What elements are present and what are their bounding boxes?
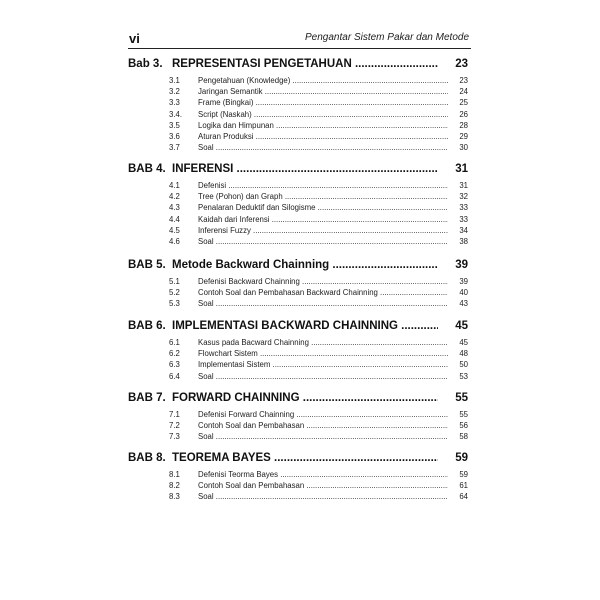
toc-entry[interactable] xyxy=(128,215,468,226)
section-number: 6.3 xyxy=(169,360,180,370)
toc-entry[interactable] xyxy=(128,181,468,192)
section-page-number: 25 xyxy=(459,98,468,108)
header-rule xyxy=(128,48,471,49)
running-title: Pengantar Sistem Pakar dan Metode xyxy=(305,32,469,43)
toc-entry[interactable] xyxy=(128,470,468,481)
section-page-number: 56 xyxy=(459,421,468,431)
section-title: Defenisi ..... xyxy=(198,181,448,190)
section-title: Aturan Produksi ..... xyxy=(198,132,448,141)
chapter-number: BAB 6. xyxy=(128,320,166,332)
section-number: 5.2 xyxy=(169,288,180,298)
chapter-heading[interactable] xyxy=(128,452,468,468)
section-title: Script (Naskah) ..... xyxy=(198,110,448,119)
toc-entry[interactable] xyxy=(128,277,468,288)
toc-entry[interactable] xyxy=(128,299,468,310)
section-title: Soal ..... xyxy=(198,372,448,381)
section-title: Kaidah dari Inferensi ..... xyxy=(198,215,448,224)
section-title: Tree (Pohon) dan Graph ..... xyxy=(198,192,448,201)
toc-chapter xyxy=(128,259,468,311)
section-title: Inferensi Fuzzy ..... xyxy=(198,226,448,235)
toc-chapter xyxy=(128,392,468,444)
toc-chapter xyxy=(128,58,468,154)
toc-entry[interactable] xyxy=(128,203,468,214)
section-number: 3.2 xyxy=(169,87,180,97)
toc-entry[interactable] xyxy=(128,492,468,503)
section-page-number: 30 xyxy=(459,143,468,153)
toc-entry[interactable] xyxy=(128,121,468,132)
toc-entry[interactable] xyxy=(128,110,468,121)
section-number: 4.4 xyxy=(169,214,180,224)
section-title: Kasus pada Bacward Chainning ..... xyxy=(198,338,448,347)
section-list xyxy=(128,470,468,504)
section-number: 3.1 xyxy=(169,76,180,85)
section-list xyxy=(128,277,468,311)
chapter-page-number: 23 xyxy=(455,58,468,70)
section-number: 3.3 xyxy=(169,98,180,108)
section-title: Jaringan Semantik ..... xyxy=(198,87,448,96)
section-number: 3.6 xyxy=(169,131,180,141)
chapter-title: TEOREMA BAYES ..... xyxy=(172,452,438,464)
section-title: Soal ..... xyxy=(198,237,448,246)
chapter-title: Metode Backward Chainning ..... xyxy=(172,259,438,271)
toc-chapter xyxy=(128,452,468,504)
chapter-title: IMPLEMENTASI BACKWARD CHAINNING ..... xyxy=(172,320,438,332)
page-number-label: vi xyxy=(129,31,140,46)
section-number: 8.3 xyxy=(169,492,180,502)
section-number: 4.2 xyxy=(169,192,180,202)
toc-entry[interactable] xyxy=(128,481,468,492)
section-number: 3.7 xyxy=(169,143,180,153)
section-number: 4.5 xyxy=(169,225,180,235)
section-page-number: 55 xyxy=(459,410,468,419)
chapter-heading[interactable] xyxy=(128,320,468,336)
section-title: Flowchart Sistem ..... xyxy=(198,349,448,358)
section-title: Penalaran Deduktif dan Silogisme ..... xyxy=(198,203,448,212)
section-page-number: 59 xyxy=(459,470,468,479)
section-number: 7.2 xyxy=(169,421,180,431)
toc-entry[interactable] xyxy=(128,143,468,154)
section-page-number: 23 xyxy=(459,76,468,85)
chapter-page-number: 59 xyxy=(455,452,468,464)
section-page-number: 34 xyxy=(459,225,468,235)
section-page-number: 38 xyxy=(459,236,468,246)
section-number: 8.1 xyxy=(169,470,180,479)
section-list xyxy=(128,76,468,154)
section-page-number: 64 xyxy=(459,492,468,502)
section-title: Contoh Soal dan Pembahasan ..... xyxy=(198,421,448,430)
chapter-number: Bab 3. xyxy=(128,58,163,70)
toc-entry[interactable] xyxy=(128,98,468,109)
section-number: 3.5 xyxy=(169,120,180,130)
chapter-title: FORWARD CHAINNING ..... xyxy=(172,392,438,404)
section-number: 3.4. xyxy=(169,109,183,119)
chapter-heading[interactable] xyxy=(128,392,468,408)
section-number: 6.1 xyxy=(169,338,180,347)
section-number: 4.1 xyxy=(169,181,180,190)
section-page-number: 43 xyxy=(459,299,468,309)
chapter-title: INFERENSI ..... xyxy=(172,163,438,175)
section-page-number: 45 xyxy=(459,338,468,347)
section-title: Contoh Soal dan Pembahasan Backward Chainning ..... xyxy=(198,288,448,297)
chapter-number: BAB 8. xyxy=(128,452,166,464)
toc-entry[interactable] xyxy=(128,410,468,421)
chapter-heading[interactable] xyxy=(128,58,468,74)
section-page-number: 31 xyxy=(459,181,468,190)
section-page-number: 61 xyxy=(459,481,468,491)
chapter-page-number: 31 xyxy=(455,163,468,175)
section-list xyxy=(128,338,468,383)
section-title: Soal ..... xyxy=(198,299,448,308)
section-list xyxy=(128,181,468,248)
toc-entry[interactable] xyxy=(128,432,468,443)
section-number: 5.3 xyxy=(169,299,180,309)
section-title: Defenisi Forward Chainning ..... xyxy=(198,410,448,419)
section-title: Implementasi Sistem ..... xyxy=(198,360,448,369)
toc-entry[interactable] xyxy=(128,360,468,371)
section-title: Soal ..... xyxy=(198,492,448,501)
toc-entry[interactable] xyxy=(128,421,468,432)
section-number: 7.1 xyxy=(169,410,180,419)
toc-entry[interactable] xyxy=(128,192,468,203)
section-page-number: 39 xyxy=(459,277,468,286)
section-title: Frame (Bingkai) ..... xyxy=(198,98,448,107)
section-number: 5.1 xyxy=(169,277,180,286)
chapter-heading[interactable] xyxy=(128,163,468,179)
section-title: Soal ..... xyxy=(198,432,448,441)
toc-entry[interactable] xyxy=(128,76,468,87)
toc-entry[interactable] xyxy=(128,338,468,349)
section-page-number: 58 xyxy=(459,432,468,442)
section-title: Defenisi Backward Chainning ..... xyxy=(198,277,448,286)
section-page-number: 32 xyxy=(459,192,468,202)
section-title: Logika dan Himpunan ..... xyxy=(198,121,448,130)
section-page-number: 48 xyxy=(459,349,468,359)
section-list xyxy=(128,410,468,444)
section-title: Pengetahuan (Knowledge) ..... xyxy=(198,76,448,85)
section-page-number: 24 xyxy=(459,87,468,97)
toc-entry[interactable] xyxy=(128,226,468,237)
section-page-number: 40 xyxy=(459,288,468,298)
section-title: Contoh Soal dan Pembahasan ..... xyxy=(198,481,448,490)
toc-entry[interactable] xyxy=(128,237,468,248)
chapter-number: BAB 5. xyxy=(128,259,166,271)
chapter-number: BAB 4. xyxy=(128,163,166,175)
chapter-heading[interactable] xyxy=(128,259,468,275)
section-page-number: 33 xyxy=(459,203,468,213)
toc-entry[interactable] xyxy=(128,372,468,383)
section-title: Soal ..... xyxy=(198,143,448,152)
chapter-number: BAB 7. xyxy=(128,392,166,404)
section-number: 6.4 xyxy=(169,371,180,381)
section-number: 8.2 xyxy=(169,481,180,491)
toc-chapter xyxy=(128,163,468,248)
chapter-page-number: 39 xyxy=(455,259,468,271)
section-number: 4.3 xyxy=(169,203,180,213)
section-number: 4.6 xyxy=(169,236,180,246)
section-number: 6.2 xyxy=(169,349,180,359)
section-page-number: 50 xyxy=(459,360,468,370)
chapter-page-number: 55 xyxy=(455,392,468,404)
toc-chapter xyxy=(128,320,468,383)
section-page-number: 53 xyxy=(459,371,468,381)
toc-entry[interactable] xyxy=(128,349,468,360)
chapter-title: REPRESENTASI PENGETAHUAN ..... xyxy=(172,58,438,70)
section-number: 7.3 xyxy=(169,432,180,442)
toc-entry[interactable] xyxy=(128,288,468,299)
section-page-number: 33 xyxy=(459,214,468,224)
section-page-number: 29 xyxy=(459,131,468,141)
chapter-page-number: 45 xyxy=(455,320,468,332)
toc-entry[interactable] xyxy=(128,132,468,143)
section-page-number: 26 xyxy=(459,109,468,119)
section-page-number: 28 xyxy=(459,120,468,130)
section-title: Defenisi Teorma Bayes ..... xyxy=(198,470,448,479)
toc-entry[interactable] xyxy=(128,87,468,98)
